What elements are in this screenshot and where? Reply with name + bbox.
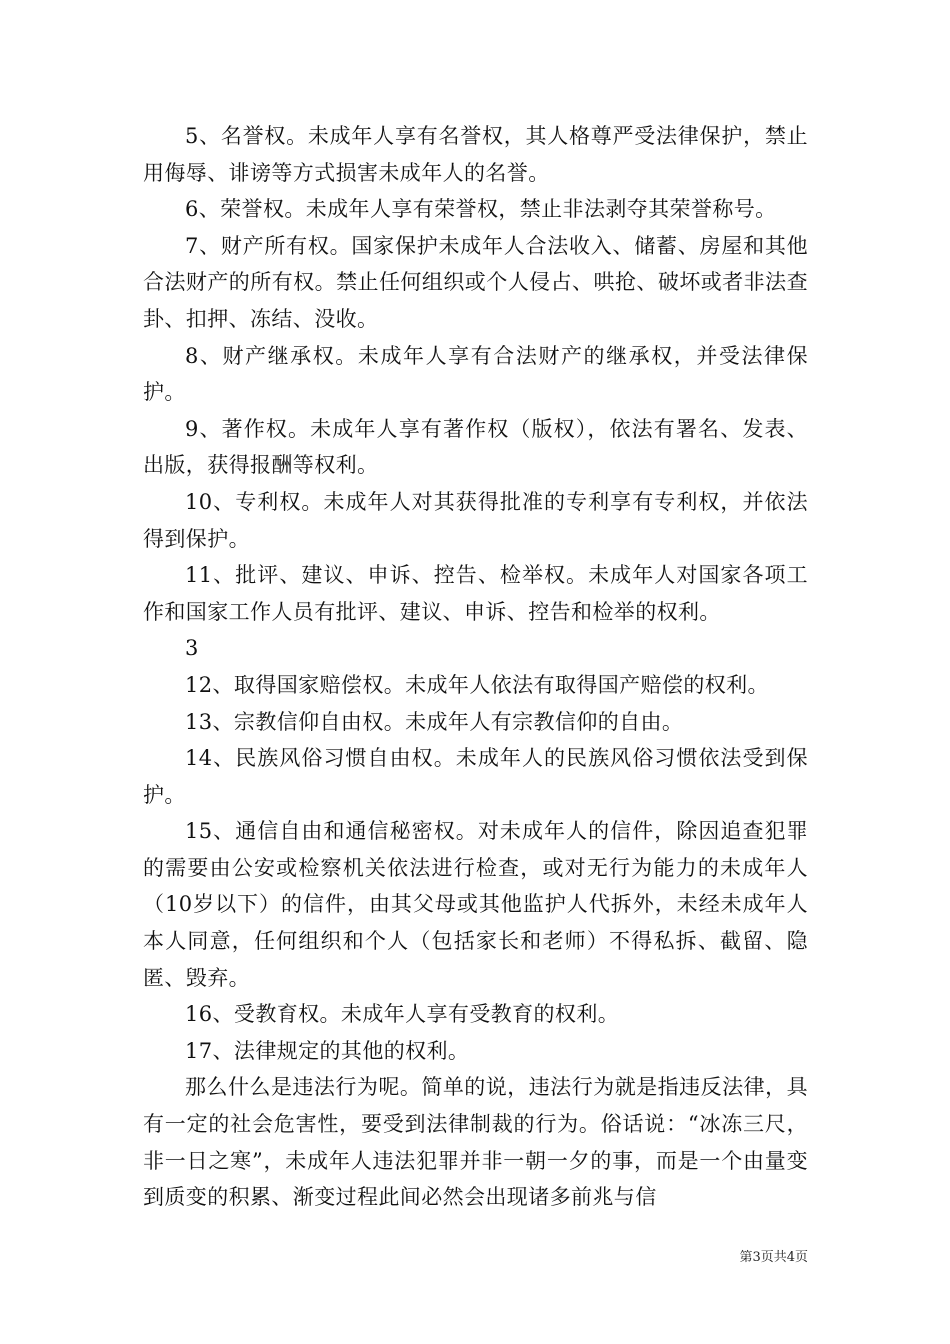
paragraph-right-5-reputation: 5、名誉权。未成年人享有名誉权，其人格尊严受法律保护，禁止用侮辱、诽谤等方式损害未成年人的名誉。	[143, 124, 808, 185]
paragraph-right-6-honor: 6、荣誉权。未成年人享有荣誉权，禁止非法剥夺其荣誉称号。	[185, 197, 777, 222]
document-body	[143, 118, 808, 1216]
paragraph-right-10-patent: 10、专利权。未成年人对其获得批准的专利享有专利权，并依法得到保护。	[143, 489, 808, 551]
paragraph-right-13-religion: 13、宗教信仰自由权。未成年人有宗教信仰的自由。	[185, 709, 684, 734]
page-footer: 第3页共4页	[739, 1250, 808, 1265]
paragraph-right-16-education: 16、受教育权。未成年人享有受教育的权利。	[185, 1002, 620, 1027]
paragraph-right-12-state-compensation: 12、取得国家赔偿权。未成年人依法有取得国产赔偿的权利。	[185, 672, 769, 697]
paragraph-illegal-behavior: 那么什么是违法行为呢。简单的说，违法行为就是指违反法律，具有一定的社会危害性，要受到法律制裁的行为。俗话说：“冰冻三尺，非一日之寒”，未成年人违法犯罪并非一朝一夕的事，而是一个由量变到质变的积累、渐变过程此间必然会出现诸多前兆与信	[143, 1075, 808, 1210]
paragraph-right-15-correspondence: 15、通信自由和通信秘密权。对未成年人的信件，除因追查犯罪的需要由公安或检察机关依法进行检查，或对无行为能力的未成年人（10岁以下）的信件，由其父母或其他监护人代拆外，未经未成年人本人同意，任何组织和个人（包括家长和老师）不得私拆、截留、隐匿、毁弃。	[143, 819, 808, 990]
paragraph-right-9-copyright: 9、著作权。未成年人享有著作权（版权），依法有署名、发表、出版，获得报酬等权利。	[143, 416, 808, 478]
paragraph-number-3: 3	[185, 636, 199, 661]
paragraph-right-14-ethnic-customs: 14、民族风俗习惯自由权。未成年人的民族风俗习惯依法受到保护。	[143, 746, 808, 807]
paragraph-right-7-property-ownership: 7、财产所有权。国家保护未成年人合法收入、储蓄、房屋和其他合法财产的所有权。禁止任何组织或个人侵占、哄抢、破坏或者非法查卦、扣押、冻结、没收。	[143, 233, 808, 331]
paragraph-right-17-other: 17、法律规定的其他的权利。	[185, 1038, 470, 1063]
paragraph-right-8-inheritance: 8、财产继承权。未成年人享有合法财产的继承权，并受法律保护。	[143, 343, 808, 405]
paragraph-right-11-criticism: 11、批评、建议、申诉、控告、检举权。未成年人对国家各项工作和国家工作人员有批评、建议、申诉、控告和检举的权利。	[143, 563, 808, 624]
